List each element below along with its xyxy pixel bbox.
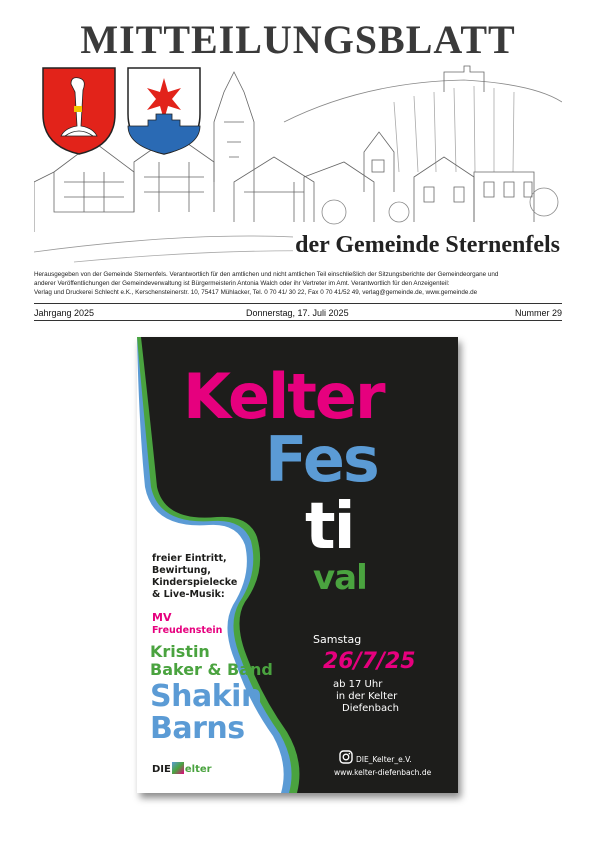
band-name-line: MV [152,611,172,624]
coat-of-arms-star-icon [126,66,202,156]
band-name-line: Barns [150,711,245,746]
issue-date: Donnerstag, 17. Juli 2025 [246,308,349,318]
poster-title-fes: Fes [265,423,378,496]
logo-text: elter [184,764,212,775]
masthead [34,18,562,268]
divider [34,320,562,321]
kelter-logo [152,762,212,776]
band-name-line: Kristin [150,642,210,661]
band-mv-freudenstein [152,611,222,637]
poster-title-val: val [313,558,367,598]
instagram-handle: DIE_Kelter_e.V. [356,755,412,764]
band-name-line: Freudenstein [152,625,223,636]
poster-title-kelter: Kelter [183,360,384,433]
kelter-logo-icon [172,762,184,774]
kelter-festival-poster [137,337,458,793]
event-detail-line: ab 17 Uhr [333,679,383,690]
band-name-line: Shakin [150,679,262,714]
masthead-subtitle: der Gemeinde Sternenfels [295,232,560,258]
imprint-line: Verlag und Druckerei Schlecht e.K., Kerschensteinerstr. 10, 75417 Mühlacker, Tel. 0 70 41/ 30 22, Fax 0 70 41/52 49, verlag@gemeinde.de, www.gemeinde.de [34,289,478,297]
logo-text: DIE [152,764,171,775]
band-shakin-barns [150,681,262,745]
poster-info-line: Kinderspielecke [152,577,238,588]
imprint-line: Herausgegeben von der Gemeinde Sternenfels. Verantwortlich für den amtlichen und nicht amtlichen Teil einschließlich der Sitzungsberichte der Gemeindeorgane und [34,271,499,278]
website-link: www.kelter-diefenbach.de [334,768,432,777]
band-kristin-baker [150,643,273,679]
poster-title-ti: ti [305,490,354,564]
issue-info-bar [34,307,562,319]
event-detail-line: in der Kelter [336,691,398,702]
imprint [34,270,562,298]
event-day: Samstag [313,633,362,646]
band-name-line: Baker & Band [150,660,273,679]
coat-of-arms-red-icon [41,66,117,156]
divider [34,303,562,304]
event-details [333,679,399,715]
poster-info-line: Bewirtung, [152,565,211,576]
issue-volume: Jahrgang 2025 [34,308,95,318]
issue-number: Nummer 29 [514,308,562,318]
event-date: 26/7/25 [323,649,416,674]
masthead-title: MITTEILUNGSBLATT [80,17,516,62]
imprint-line: anderer Veröffentlichungen der Gemeindeverwaltung ist Bürgermeisterin Antonia Walch oder ihr Vertreter im Amt. Verantwortlich für den Anzeigenteil: [34,280,450,288]
poster-info-line: freier Eintritt, [152,553,227,564]
poster-info-line: & Live-Musik: [152,589,225,600]
poster-info [152,553,237,601]
instagram-icon [339,750,353,764]
event-detail-line: Diefenbach [342,703,399,714]
